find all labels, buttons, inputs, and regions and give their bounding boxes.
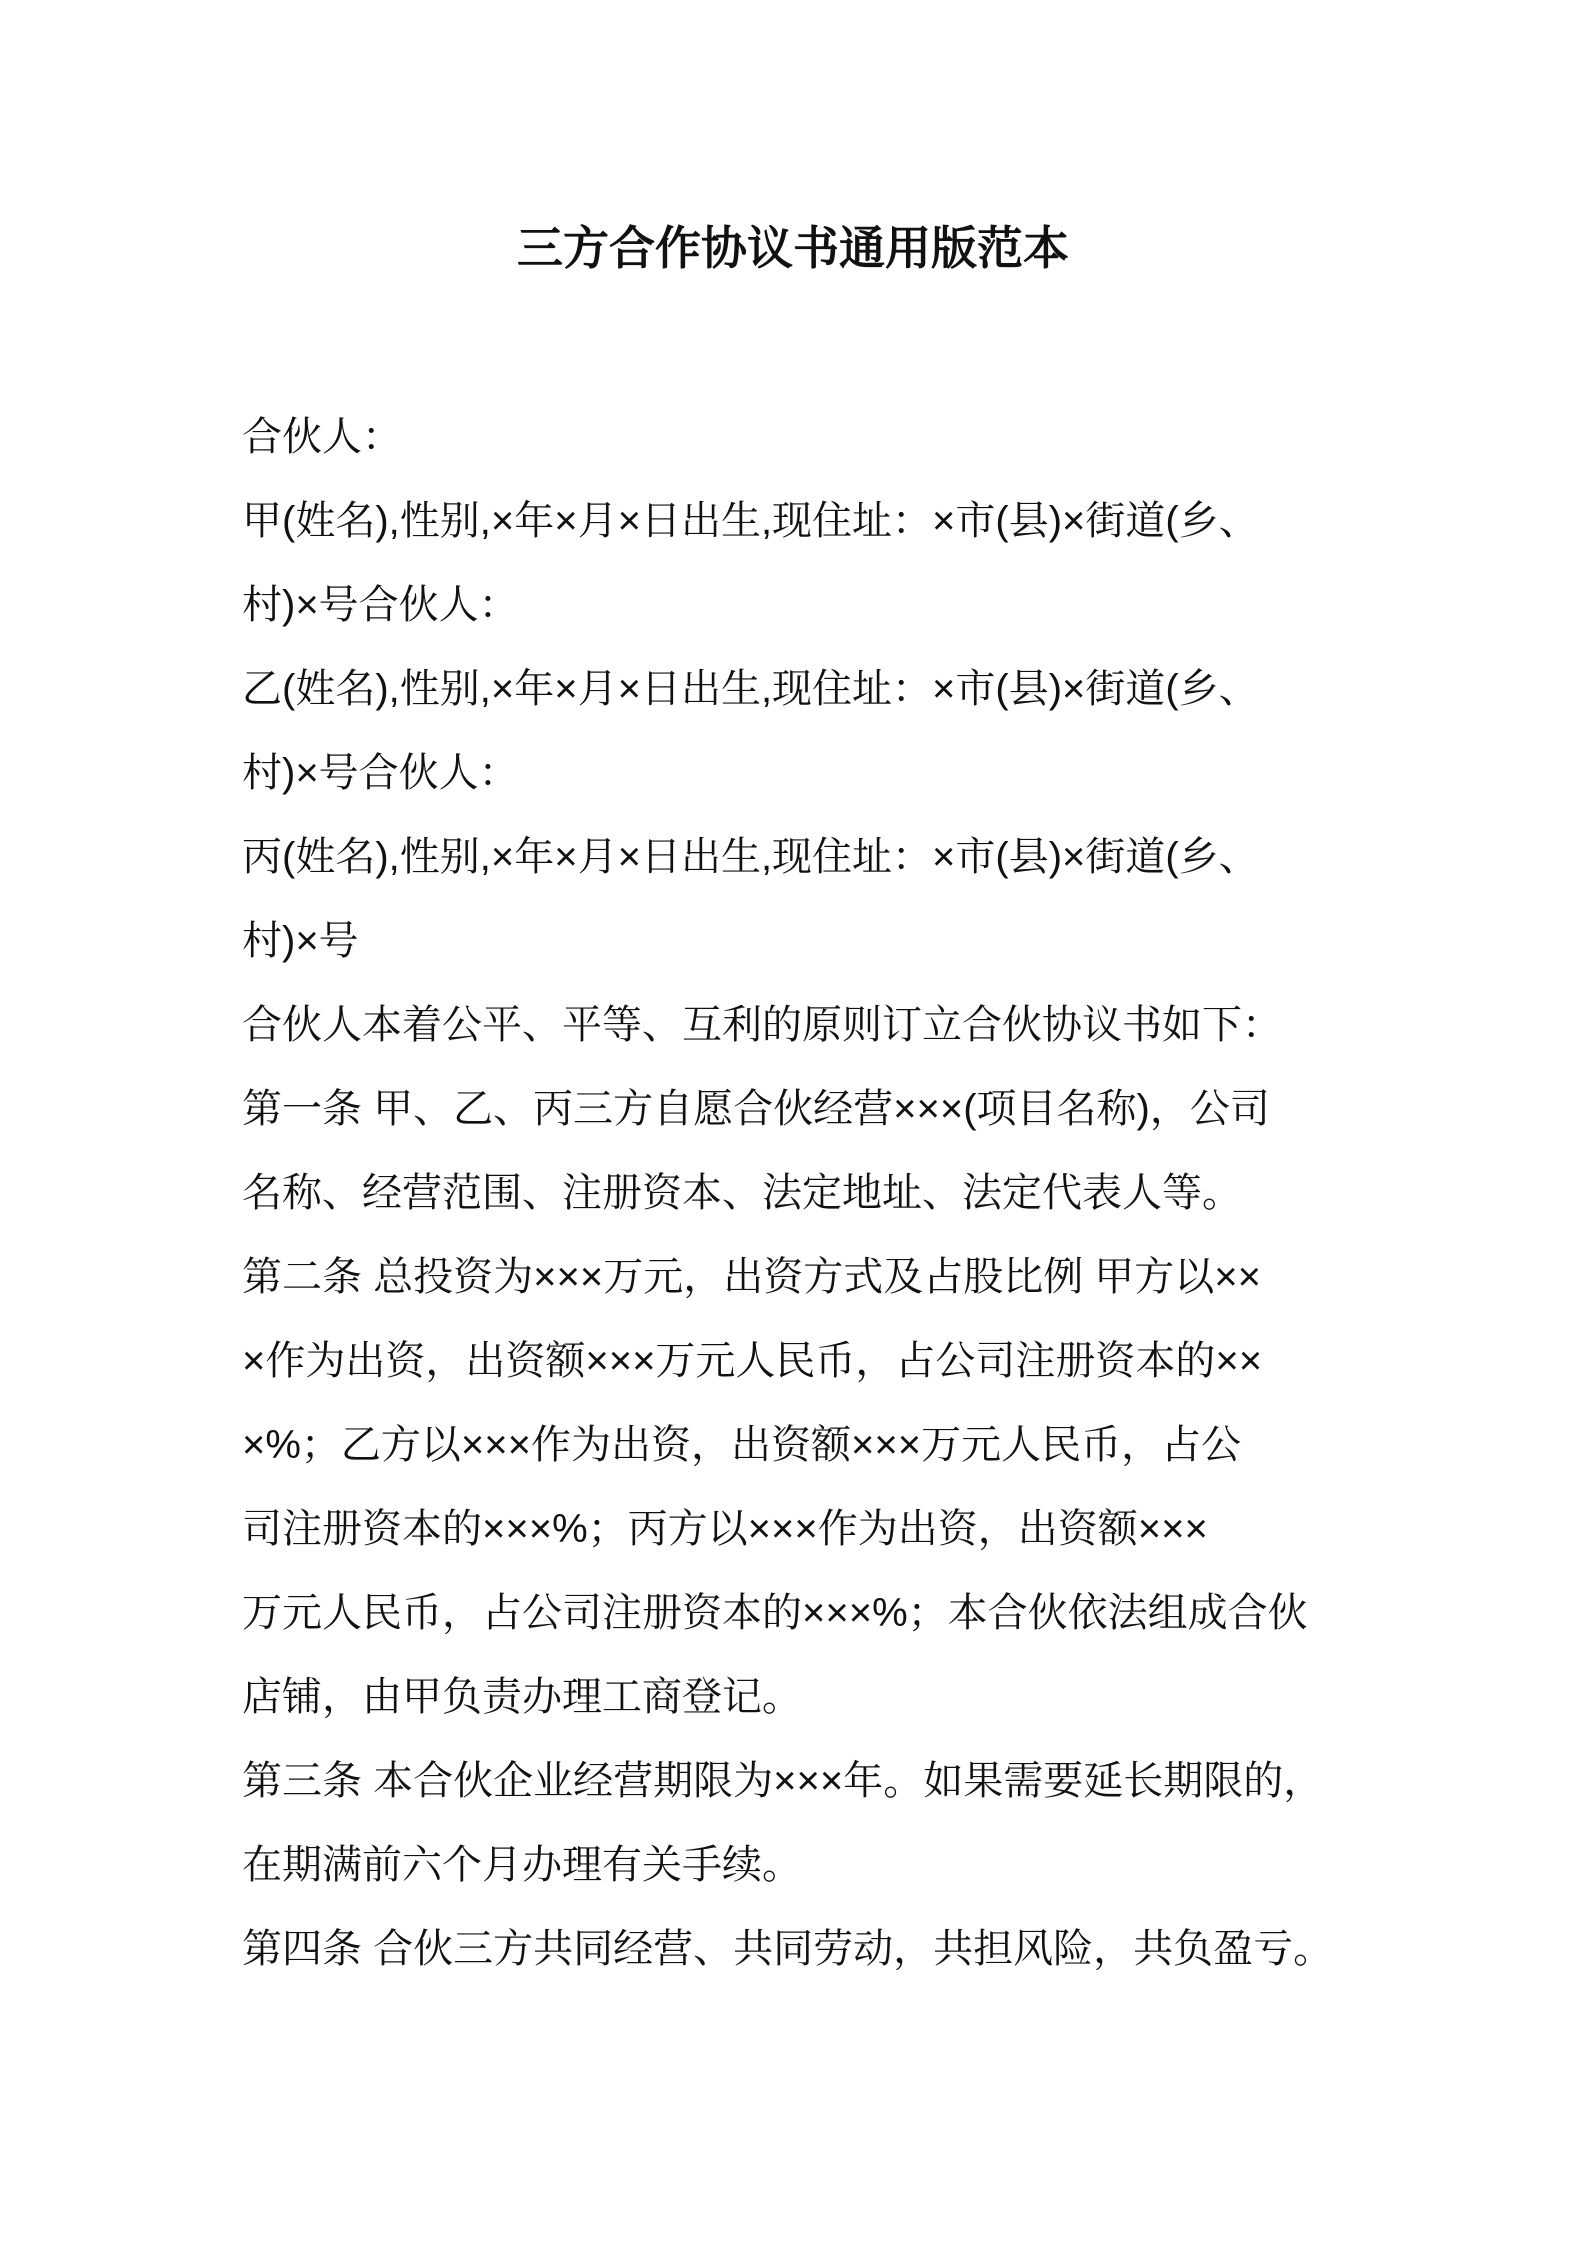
article-3-line-2: 在期满前六个月办理有关手续。 xyxy=(242,1843,802,1887)
party-a-line-1: 甲(姓名),性别,×年×月×日出生,现住址：×市(县)×街道(乡、 xyxy=(242,499,1259,543)
article-1-line-2: 名称、经营范围、注册资本、法定地址、法定代表人等。 xyxy=(242,1171,1242,1215)
document-body xyxy=(242,395,1372,1991)
party-c-line-1: 丙(姓名),性别,×年×月×日出生,现住址：×市(县)×街道(乡、 xyxy=(242,835,1259,879)
document-title: 三方合作协议书通用版范本 xyxy=(517,222,1069,274)
party-b-line-2: 村)×号合伙人： xyxy=(242,751,519,795)
party-b-line-1: 乙(姓名),性别,×年×月×日出生,现住址：×市(县)×街道(乡、 xyxy=(242,667,1259,711)
article-2-line-3: ×%；乙方以×××作为出资，出资额×××万元人民币，占公 xyxy=(242,1423,1242,1467)
article-2-line-4: 司注册资本的×××%；丙方以×××作为出资，出资额××× xyxy=(242,1507,1208,1551)
article-2-line-5: 万元人民币，占公司注册资本的×××%；本合伙依法组成合伙 xyxy=(242,1591,1308,1635)
article-3-line-1: 第三条 本合伙企业经营期限为×××年。如果需要延长期限的， xyxy=(242,1759,1324,1803)
preamble-line: 合伙人本着公平、平等、互利的原则订立合伙协议书如下： xyxy=(242,1003,1282,1047)
party-c-line-2: 村)×号 xyxy=(242,919,359,963)
party-a-line-2: 村)×号合伙人： xyxy=(242,583,519,627)
article-4-line-1: 第四条 合伙三方共同经营、共同劳动，共担风险，共负盈亏。 xyxy=(242,1927,1334,1971)
article-2-line-1: 第二条 总投资为×××万元，出资方式及占股比例 甲方以×× xyxy=(242,1255,1262,1299)
article-2-line-6: 店铺，由甲负责办理工商登记。 xyxy=(242,1675,802,1719)
article-1-line-1: 第一条 甲、乙、丙三方自愿合伙经营×××(项目名称)，公司 xyxy=(242,1087,1270,1131)
partners-heading: 合伙人： xyxy=(242,415,402,459)
article-2-line-2: ×作为出资，出资额×××万元人民币，占公司注册资本的×× xyxy=(242,1339,1263,1383)
